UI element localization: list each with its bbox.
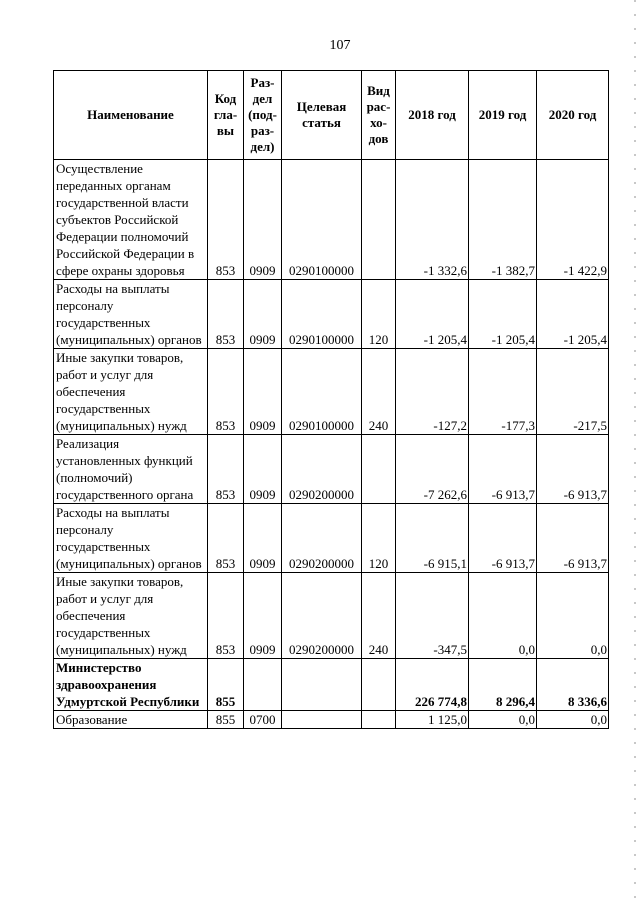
cell-target: [282, 659, 362, 711]
cell-target: 0290100000: [282, 349, 362, 435]
cell-2020: -217,5: [537, 349, 609, 435]
cell-name: Иные закупки товаров, работ и услуг для обеспечения государственных (муниципальных) нужд: [54, 349, 208, 435]
cell-name: Образование: [54, 711, 208, 729]
table-row: [54, 349, 609, 435]
cell-name: Министерство здравоохранения Удмуртской Республики: [54, 659, 208, 711]
cell-2018: -1 205,4: [396, 280, 469, 349]
scan-edge-dots: [634, 0, 636, 905]
budget-table: [53, 70, 609, 729]
cell-2020: 0,0: [537, 573, 609, 659]
cell-2018: 226 774,8: [396, 659, 469, 711]
cell-chapter: 853: [208, 280, 244, 349]
cell-name: Расходы на выплаты персоналу государственных (муниципальных) органов: [54, 280, 208, 349]
cell-section: 0909: [244, 435, 282, 504]
header-chapter: Код гла-вы: [208, 71, 244, 160]
cell-chapter: 855: [208, 711, 244, 729]
cell-2020: 0,0: [537, 711, 609, 729]
table-row: [54, 659, 609, 711]
cell-section: 0909: [244, 349, 282, 435]
table-row: [54, 435, 609, 504]
header-expense: Вид рас-хо-дов: [362, 71, 396, 160]
cell-2019: 8 296,4: [469, 659, 537, 711]
cell-2020: -6 913,7: [537, 504, 609, 573]
cell-section: 0700: [244, 711, 282, 729]
cell-2019: -6 913,7: [469, 435, 537, 504]
cell-2020: -1 422,9: [537, 160, 609, 280]
cell-target: 0290200000: [282, 573, 362, 659]
table-header-row: [54, 71, 609, 160]
cell-section: 0909: [244, 573, 282, 659]
cell-expense: 120: [362, 280, 396, 349]
cell-2020: -6 913,7: [537, 435, 609, 504]
cell-name: Осуществление переданных органам государственной власти субъектов Российской Федерации полномочий Российской Федерации в сфере охраны здоровья: [54, 160, 208, 280]
cell-2018: -127,2: [396, 349, 469, 435]
cell-target: 0290200000: [282, 435, 362, 504]
cell-target: 0290100000: [282, 280, 362, 349]
cell-section: 0909: [244, 280, 282, 349]
cell-expense: 120: [362, 504, 396, 573]
table-row: [54, 711, 609, 729]
cell-2020: -1 205,4: [537, 280, 609, 349]
cell-2019: -1 382,7: [469, 160, 537, 280]
cell-2018: -7 262,6: [396, 435, 469, 504]
header-2020: 2020 год: [537, 71, 609, 160]
cell-expense: [362, 435, 396, 504]
cell-target: 0290100000: [282, 160, 362, 280]
cell-chapter: 853: [208, 435, 244, 504]
cell-target: [282, 711, 362, 729]
cell-2019: 0,0: [469, 711, 537, 729]
cell-2018: 1 125,0: [396, 711, 469, 729]
cell-2019: 0,0: [469, 573, 537, 659]
cell-section: 0909: [244, 160, 282, 280]
cell-chapter: 853: [208, 349, 244, 435]
table-row: [54, 573, 609, 659]
header-name: Наименование: [54, 71, 208, 160]
cell-expense: [362, 659, 396, 711]
cell-2018: -347,5: [396, 573, 469, 659]
cell-2019: -6 913,7: [469, 504, 537, 573]
cell-chapter: 855: [208, 659, 244, 711]
cell-section: 0909: [244, 504, 282, 573]
cell-2019: -177,3: [469, 349, 537, 435]
cell-expense: [362, 160, 396, 280]
cell-2019: -1 205,4: [469, 280, 537, 349]
cell-chapter: 853: [208, 573, 244, 659]
cell-expense: 240: [362, 349, 396, 435]
cell-target: 0290200000: [282, 504, 362, 573]
cell-name: Расходы на выплаты персоналу государственных (муниципальных) органов: [54, 504, 208, 573]
header-section: Раз-дел (под-раз-дел): [244, 71, 282, 160]
table-row: [54, 280, 609, 349]
table-row: [54, 504, 609, 573]
cell-section: [244, 659, 282, 711]
cell-name: Реализация установленных функций (полномочий) государственного органа: [54, 435, 208, 504]
header-2018: 2018 год: [396, 71, 469, 160]
header-2019: 2019 год: [469, 71, 537, 160]
page-number: 107: [329, 38, 351, 53]
table-row: [54, 160, 609, 280]
cell-2020: 8 336,6: [537, 659, 609, 711]
cell-chapter: 853: [208, 160, 244, 280]
header-target: Целевая статья: [282, 71, 362, 160]
cell-chapter: 853: [208, 504, 244, 573]
cell-expense: [362, 711, 396, 729]
cell-name: Иные закупки товаров, работ и услуг для обеспечения государственных (муниципальных) нужд: [54, 573, 208, 659]
cell-2018: -6 915,1: [396, 504, 469, 573]
cell-2018: -1 332,6: [396, 160, 469, 280]
cell-expense: 240: [362, 573, 396, 659]
